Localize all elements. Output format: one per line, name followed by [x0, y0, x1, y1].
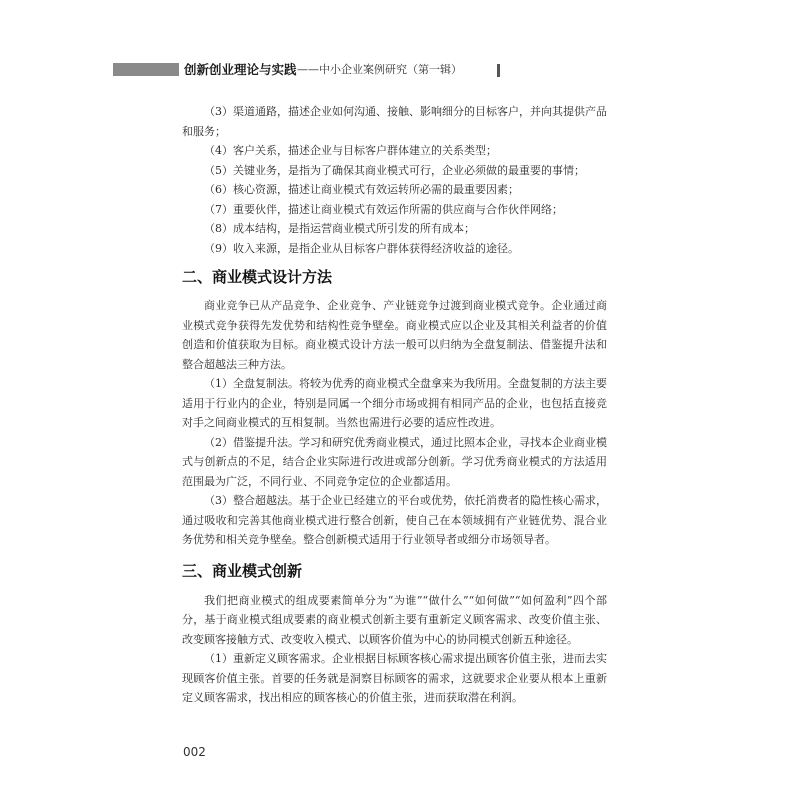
- paragraph: 商业竞争已从产品竞争、企业竞争、产业链竞争过渡到商业模式竞争。企业通过商业模式竞争获得先发优势和结构性竞争壁垒。商业模式应以企业及其相关利益者的价值创造和价值获取为目标。商业模式设计方法一般可以归纳为全盘复制法、借鉴提升法和整合超越法三种方法。: [182, 299, 607, 371]
- header-subtitle: ——中小企业案例研究（第一辑）: [297, 63, 462, 76]
- header-book-title: 创新创业理论与实践: [184, 62, 297, 77]
- section-heading-design-methods: 二、商业模式设计方法: [182, 268, 333, 286]
- page-number: 002: [183, 745, 206, 759]
- section-heading-innovation: 三、商业模式创新: [182, 561, 303, 580]
- header-end-mark: [497, 64, 500, 77]
- list-item: （5）关键业务，是指为了确保其商业模式可行，企业必须做的最重要的事情；: [204, 163, 585, 177]
- list-item: （6）核心资源，描述让商业模式有效运转所必需的最重要因素；: [204, 183, 519, 196]
- paragraph: （2）借鉴提升法。学习和研究优秀商业模式，通过比照本企业，寻找本企业商业模式与创新点的不足，结合企业实际进行改进或部分创新。学习优秀商业模式的方法适用范围最为广泛，不同行业、不同竞争定位的企业都适用。: [182, 435, 607, 488]
- header-decor-bar: [113, 63, 179, 76]
- element-list: [182, 102, 607, 258]
- paragraph: （3）整合超越法。基于企业已经建立的平台或优势，依托消费者的隐性核心需求，通过吸收和完善其他商业模式进行整合创新，使自己在本领域拥有产业链优势、混合业务优势和相关竞争壁垒。整合创新模式适用于行业领导者或细分市场领导者。: [182, 494, 607, 546]
- list-item: （8）成本结构，是指运营商业模式所引发的所有成本；: [204, 222, 475, 235]
- paragraph: （1）重新定义顾客需求。企业根据目标顾客核心需求提出顾客价值主张，进而去实现顾客价值主张。首要的任务就是洞察目标顾客的需求，这就要求企业要从根本上重新定义顾客需求，找出相应的顾客核心的价值主张，进而获取潜在利润。: [182, 652, 607, 704]
- running-header: [113, 60, 713, 80]
- list-item: （4）客户关系，描述企业与目标客户群体建立的关系类型；: [204, 144, 497, 157]
- list-item: （9）收入来源，是指企业从目标客户群体获得经济收益的途径。: [204, 241, 519, 255]
- paragraph: 我们把商业模式的组成要素简单分为“为谁”“做什么”“如何做”“如何盈利”四个部分，基于商业模式组成要素的商业模式创新主要有重新定义顾客需求、改变价值主张、改变顾客接触方式、改变收入模式、以顾客价值为中心的协同模式创新五种途径。: [182, 593, 607, 646]
- page-body: [182, 102, 607, 708]
- paragraph: （1）全盘复制法。将较为优秀的商业模式全盘拿来为我所用。全盘复制的方法主要适用于行业内的企业，特别是同属一个细分市场或拥有相同产品的企业，也包括直接竞对手之间商业模式的互相复制。当然也需进行必要的适应性改进。: [182, 377, 607, 429]
- list-item: （7）重要伙伴，描述让商业模式有效运作所需的供应商与合作伙伴网络；: [204, 202, 563, 216]
- list-item: （3）渠道通路，描述企业如何沟通、接触、影响细分的目标客户，并向其提供产品和服务；: [182, 105, 607, 138]
